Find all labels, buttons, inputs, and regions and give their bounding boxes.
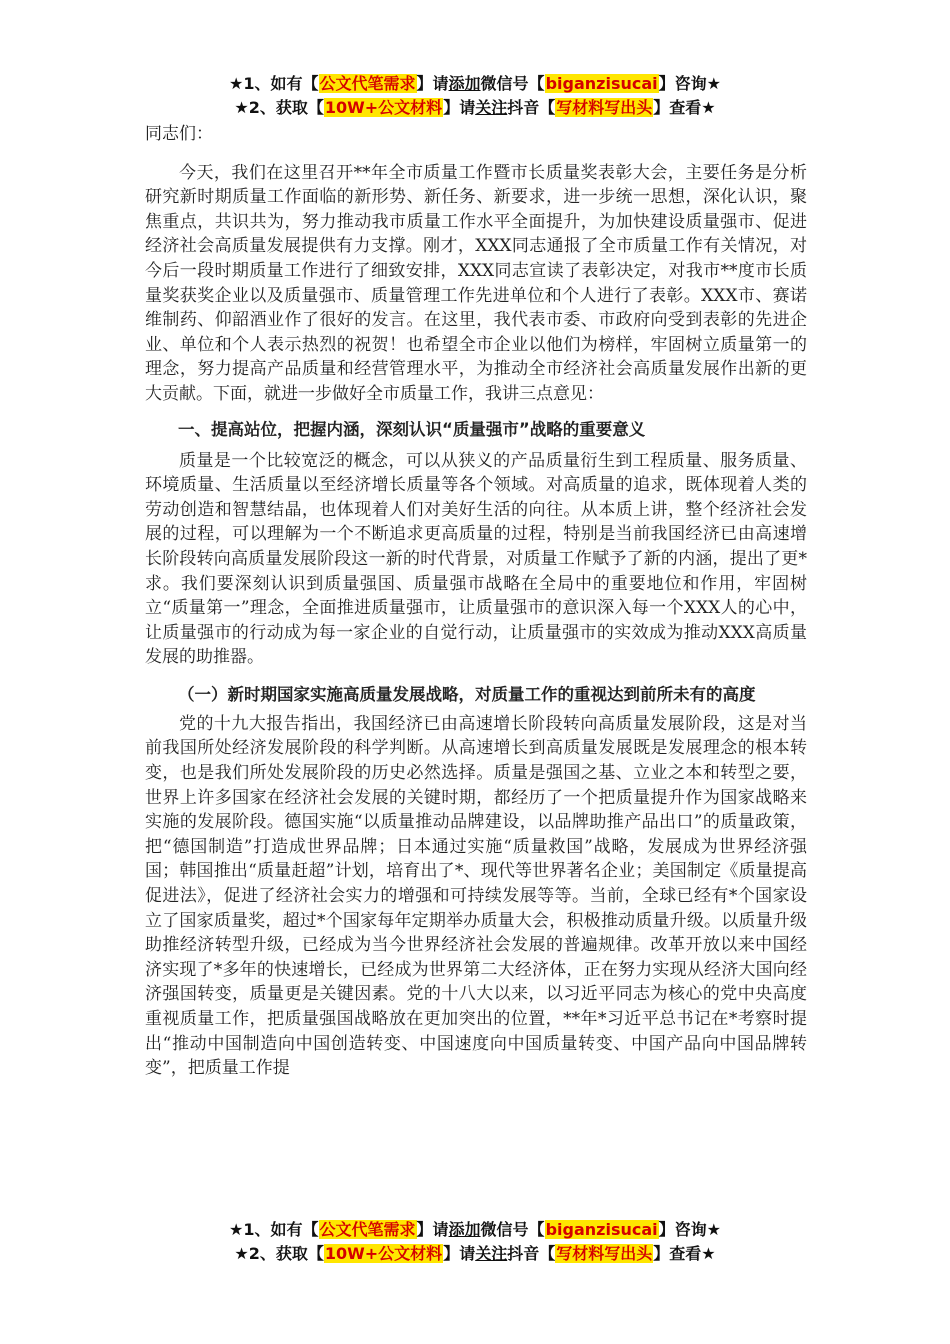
highlight-ghostwriting: 公文代笔需求 [319,74,416,93]
highlight-douyin-account: 写材料写出头 [556,1244,653,1263]
banner-text: 】请 [443,1244,476,1263]
paragraph-intro: 今天，我们在这里召开**年全市质量工作暨市长质量奖表彰大会，主要任务是分析研究新时期质量工作面临的新形势、新任务、新要求，进一步统一思想，深化认识，聚焦重点，共识共为，努力推动我市质量工作水平全面提升，为加快建设质量强市、促进经济社会高质量发展提供有力支撑。刚才，XXX同志通报了全市质量工作有关情况，对今后一段时期质量工作进行了细致安排，XXX同志宣读了表彰决定，对我市**度市长质量奖获奖企业以及质量强市、质量管理工作先进单位和个人进行了表彰。XXX市、赛诺维制药、仰韶酒业作了很好的发言。在这里，我代表市委、市政府向受到表彰的先进企业、单位和个人表示热烈的祝贺！也希望全市企业以他们为榜样，牢固树立质量第一的理念，努力提高产品质量和经营管理水平，为推动全市经济社会高质量发展作出新的更大贡献。下面，就进一步做好全市质量工作，我讲三点意见： [145,162,807,404]
banner-text: ★2、获取【 [234,98,324,117]
banner-text: 抖音【 [507,98,556,117]
highlight-douyin-account: 写材料写出头 [556,98,653,117]
paragraph-national-strategy: 党的十九大报告指出，我国经济已由高速增长阶段转向高质量发展阶段，这是对当前我国所处经济发展阶段的科学判断。从高速增长到高质量发展既是发展理念的根本转变，也是我们所处发展阶段的历史必然选择。质量是强国之基、立业之本和转型之要，世界上许多国家在经济社会发展的关键时期，都经历了一个把质量提升作为国家战略来实施的发展阶段。德国实施“以质量推动品牌建设，以品牌助推产品出口”的质量政策，把“德国制造”打造成世界品牌；日本通过实施“质量救国”战略，发展成为世界经济强国；韩国推出“质量赶超”计划，培育出了*、现代等世界著名企业；美国制定《质量提高促进法》，促进了经济社会实力的增强和可持续发展等等。当前，全球已经有*个国家设立了国家质量奖，超过*个国家每年定期举办质量大会，积极推动质量升级。以质量升级助推经济转型升级，已经成为当今世界经济社会发展的普遍规律。改革开放以来中国经济实现了*多年的快速增长，已经成为世界第二大经济体，正在努力实现从经济大国向经济强国转变，质量更是关键因素。党的十八大以来，以习近平同志为核心的党中央高度重视质量工作，把质量强国战略放在更加突出的位置，**年*习近平总书记在*考察时提出“推动中国制造向中国创造转变、中国速度向中国质量转变、中国产品向中国品牌转变”，把质量工作提 [145,713,807,1079]
banner-text: 微信号【 [480,74,545,93]
greeting: 同志们： [145,124,213,144]
banner-underline-follow: 关注 [475,98,508,117]
banner-line-2 [0,96,950,120]
banner-underline-add: 添加 [448,1220,481,1239]
highlight-materials: 10W+公文材料 [324,1244,443,1263]
highlight-materials: 10W+公文材料 [324,98,443,117]
banner-text: 】查看★ [653,1244,716,1263]
heading-section-1: 一、提高站位，把握内涵，深刻认识“质量强市”战略的重要意义 [178,419,646,439]
banner-text: ★2、获取【 [234,1244,324,1263]
heading-subsection-1: （一）新时期国家实施高质量发展战略，对质量工作的重视达到前所未有的高度 [178,684,756,704]
banner-line-1 [0,1218,950,1242]
banner-text: 】请 [416,1220,449,1239]
banner-text: 】咨询★ [658,74,721,93]
banner-text: 】咨询★ [658,1220,721,1239]
header-banner [0,72,950,120]
banner-underline-add: 添加 [448,74,481,93]
highlight-wechat-id: biganzisucai [545,1220,658,1239]
highlight-wechat-id: biganzisucai [545,74,658,93]
banner-text: ★1、如有【 [229,74,319,93]
banner-underline-follow: 关注 [475,1244,508,1263]
document-body [145,122,807,1081]
banner-text: 抖音【 [507,1244,556,1263]
highlight-ghostwriting: 公文代笔需求 [319,1220,416,1239]
banner-line-1 [0,72,950,96]
banner-text: 】请 [416,74,449,93]
banner-line-2 [0,1242,950,1266]
banner-text: 】查看★ [653,98,716,117]
banner-text: ★1、如有【 [229,1220,319,1239]
paragraph-quality-concept: 质量是一个比较宽泛的概念，可以从狭义的产品质量衍生到工程质量、服务质量、环境质量、生活质量以至经济增长质量等各个领域。对高质量的追求，既体现着人类的劳动创造和智慧结晶，也体现着人们对美好生活的向往。从本质上讲，整个经济社会发展的过程，可以理解为一个不断追求更高质量的过程，特别是当前我国经济已由高速增长阶段转向高质量发展阶段这一新的时代背景，对质量工作赋予了新的内涵，提出了更*求。我们要深刻认识到质量强国、质量强市战略在全局中的重要地位和作用，牢固树立“质量第一”理念，全面推进质量强市，让质量强市的意识深入每一个XXX人的心中，让质量强市的行动成为每一家企业的自觉行动，让质量强市的实效成为推动XXX高质量发展的助推器。 [145,450,807,668]
banner-text: 】请 [443,98,476,117]
footer-banner [0,1218,950,1266]
banner-text: 微信号【 [480,1220,545,1239]
